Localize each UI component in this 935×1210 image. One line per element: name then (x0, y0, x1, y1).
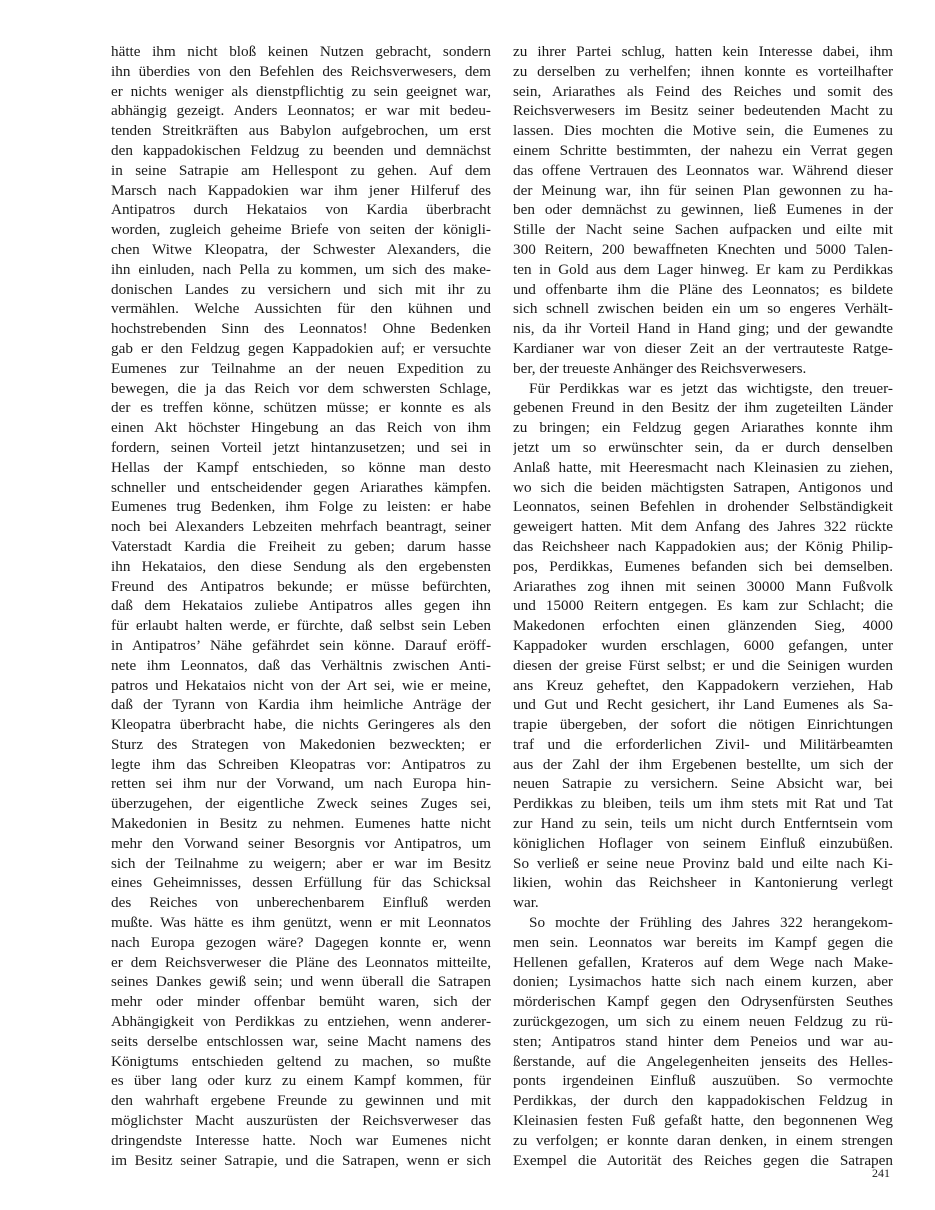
text-line: tenden Streitkräften aus Babylon aufgebrochen, um erst (111, 122, 491, 140)
text-line: aus der Zahl der ihm Ergebenen bestellte, um sich der (513, 755, 893, 773)
text-line: dringendste Interesse hatte. Noch war Eumenes nicht (111, 1131, 491, 1149)
left-text-column (111, 42, 491, 1170)
text-line: Leonnatos, seinen Befehlen in drohender Selbständigkeit (513, 498, 893, 516)
text-line: des Reiches von unberechenbarem Einfluß werden (111, 894, 491, 912)
text-line: retten sei ihm nur der Vorwand, um nach Europa hin- (111, 775, 491, 793)
text-line: Anlaß hatte, mit Heeresmacht nach Kleinasien zu ziehen, (513, 458, 893, 476)
text-line: überzugehen, der eigentliche Zweck seines Zuges sei, (111, 795, 491, 813)
text-line: Freund des Antipatros bekunde; er müsse befürchten, (111, 577, 491, 595)
text-line: men sein. Leonnatos war bereits im Kampf gegen die (513, 933, 893, 951)
text-line: eines Geheimnisses, dessen Erfüllung für das Schicksal (111, 874, 491, 892)
text-line: ans Kreuz geheftet, den Kappadokern verziehen, Hab (513, 676, 893, 694)
text-line: der Meinung war, ihn für seinen Plan gewonnen zu ha- (513, 181, 893, 199)
text-line: legte ihm das Schreiben Kleopatras vor: Antipatros zu (111, 755, 491, 773)
text-line: sich der Teilnahme zu weigern; aber er war im Besitz (111, 854, 491, 872)
text-line: es über lang oder kurz zu einem Kampf kommen, für (111, 1072, 491, 1090)
text-line: zu bringen; ein Feldzug gegen Ariarathes konnte ihm (513, 419, 893, 437)
text-line: mehr den Vorwand seiner Besorgnis vor Antipatros, um (111, 834, 491, 852)
text-line: Für Perdikkas war es jetzt das wichtigste, den treuer- (529, 379, 893, 397)
text-line: Ariarathes zog ihnen mit seinen 30000 Mann Fußvolk (513, 577, 893, 595)
text-line: Hellenen gefallen, Krateros auf dem Wege nach Make- (513, 953, 893, 971)
text-line: Kardianer war von dieser Zeit an der vertrauteste Ratge- (513, 339, 893, 357)
text-line: ponts irgendeinen Einfluß auszuüben. So vermochte (513, 1072, 893, 1090)
text-line: ihn einluden, nach Pella zu kommen, um sich des make- (111, 260, 491, 278)
text-line: 300 Reitern, 200 bewaffneten Knechten und 5000 Talen- (513, 240, 893, 258)
text-line: in seine Satrapie am Hellespont zu gehen. Auf dem (111, 161, 491, 179)
text-line: zu ihrer Partei schlug, hatten kein Interesse dabei, ihm (513, 43, 893, 60)
right-text-column (513, 42, 893, 1170)
text-line: Perdikkas, der durch den kappadokischen Feldzug in (513, 1092, 893, 1110)
text-line: Vaterstadt Kardia die Freiheit zu geben; darum hasse (111, 537, 491, 555)
text-line: zu derselben zu verhelfen; ihnen konnte es vorteilhafter (513, 62, 893, 80)
text-line: Kleopatra überbracht habe, die nichts Geringeres als den (111, 716, 491, 734)
text-line: Sturz des Strategen von Makedonien bezweckten; er (111, 735, 491, 753)
text-line: Exempel die Autorität des Reiches gegen die Satrapen (513, 1151, 893, 1169)
text-line: ihn überdies von den Befehlen des Reichsverwesers, dem (111, 62, 491, 80)
text-line: donischen Landes zu versichern und sich mit ihr zu (111, 280, 491, 298)
text-line: worden, zugleich geheime Briefe von seiten der königli- (111, 221, 491, 239)
text-line: er dem Reichsverweser die Pläne des Leonnatos mitteilte, (111, 953, 491, 971)
text-line: chen Witwe Kleopatra, der Schwester Alexanders, die (111, 240, 491, 258)
text-line: den kappadokischen Feldzug zu beenden und demnächst (111, 141, 491, 159)
text-line: jetzt um so erwünschter sein, da er durch denselben (513, 438, 893, 456)
text-line: daß dem Hekataios zuliebe Antipatros alles gegen ihn (111, 597, 491, 615)
text-line: nete ihm Leonnatos, daß das Verhältnis zwischen Anti- (111, 656, 491, 674)
text-line: ber, der treueste Anhänger des Reichsverwesers. (513, 359, 807, 377)
text-line: vermählen. Welche Aussichten für den kühnen und (111, 300, 491, 318)
text-line: das Reichsheer nach Kappadokien aus; der König Philip- (513, 537, 893, 555)
text-line: trapie übergeben, der sofort die nötigen Einrichtungen (513, 716, 893, 734)
text-line: patros und Hekataios nicht von der Art sei, wie er meine, (111, 676, 491, 694)
text-line: Kleinasien festen Fuß gefaßt hatte, den begonnenen Weg (513, 1112, 893, 1130)
text-line: sich schnell zwischen beiden ein um so engeres Verhält- (513, 300, 893, 318)
text-line: königlichen Hoflager von seinem Einfluß einzubüßen. (513, 834, 893, 852)
text-line: Hellas der Kampf entschieden, so könne man desto (111, 458, 491, 476)
text-line: er nichts weniger als dienstpflichtig zu sein geeignet war, (111, 82, 491, 100)
text-line: daß der Tyrann von Kardia ihm heimliche Anträge der (111, 696, 491, 714)
text-line: Perdikkas zu bleiben, teils um ihm stets mit Rat und Tat (513, 795, 893, 813)
text-line: bewegen, die ja das Reich vor dem schwersten Schlage, (111, 379, 491, 397)
page-number: 241 (872, 1166, 890, 1180)
text-line: Reichsverwesers im Besitz seiner bedeutenden Macht zu (513, 102, 893, 120)
text-line: den wahrhaft ergebene Freunde zu gewinnen und mit (111, 1092, 491, 1110)
text-line: diesen der greise Fürst selbst; er und die Seinigen wurden (513, 656, 893, 674)
text-line: sein, Ariarathes als Feind des Reiches und somit des (513, 82, 893, 100)
text-line: schneller und entscheidender gegen Ariarathes kämpfen. (111, 478, 491, 496)
text-line: Kappadoker wurden erschlagen, 6000 gefangen, unter (513, 636, 893, 654)
text-line: traf und die erforderlichen Zivil- und Militärbeamten (513, 735, 893, 753)
text-line: wo sich die beiden mächtigsten Satrapen, Antigonos und (513, 478, 893, 496)
text-line: zurückgezogen, um sich zu einem neuen Feldzug zu rü- (513, 1013, 893, 1031)
text-line: mußte. Was hätte es ihm genützt, wenn er mit Leonnatos (111, 914, 491, 932)
text-line: noch bei Alexanders Lebzeiten mehrfach beantragt, seiner (111, 518, 491, 536)
text-line: Abhängigkeit von Perdikkas zu entziehen, wenn anderer- (111, 1013, 491, 1031)
text-line: einen Akt höchster Hingebung an das Reich von ihm (111, 419, 491, 437)
text-line: So verließ er seine neue Provinz bald und eilte nach Ki- (513, 854, 893, 872)
text-line: nis, da ihr Vorteil Hand in Hand ging; und der gewandte (513, 320, 893, 338)
text-line: für erlaubt halten werde, er fürchte, daß selbst sein Leben (111, 617, 491, 635)
text-line: sten; Antipatros stand hinter dem Peneios und war au- (513, 1032, 893, 1050)
text-line: Makedonien in Besitz zu nehmen. Eumenes hatte nicht (111, 815, 491, 833)
text-line: hochstrebenden Sinn des Leonnatos! Ohne Bedenken (111, 320, 491, 338)
text-line: donien; Lysimachos hatte sich nach einem kurzen, aber (513, 973, 893, 991)
text-line: möglichster Macht auszurüsten der Reichsverweser das (111, 1112, 491, 1130)
text-line: gebenen Freund in den Besitz der ihm zugeteilten Länder (513, 399, 893, 417)
text-line: hätte ihm nicht bloß keinen Nutzen gebracht, sondern (111, 43, 491, 60)
text-line: ßerstande, auf die Angelegenheiten jenseits des Helles- (513, 1052, 893, 1070)
text-line: likien, wohin das Reichsheer in Kantonierung verlegt (513, 874, 893, 892)
text-line: das offene Vertrauen des Leonnatos war. Während dieser (513, 161, 893, 179)
text-line: und offenbarte ihm die Pläne des Leonnatos; es bildete (513, 280, 893, 298)
text-line: war. (513, 894, 539, 912)
text-line: pos, Perdikkas, Eumenes befanden sich bei demselben. (513, 557, 893, 575)
text-line: Antipatros durch Hekataios von Kardia überbracht (111, 201, 491, 219)
text-line: der es treffen könne, schützen müsse; er konnte es als (111, 399, 491, 417)
text-line: Marsch nach Kappadokien war ihm jener Hilferuf des (111, 181, 491, 199)
text-line: Königtums entschieden geltend zu machen, so mußte (111, 1052, 491, 1070)
text-line: lassen. Dies mochten die Motive sein, die Eumenes zu (513, 122, 893, 140)
text-line: seines Dankes gewiß sein; und wenn überall die Satrapen (111, 973, 491, 991)
text-line: Stille der Nacht seine Sachen aufpacken und eilte mit (513, 221, 893, 239)
text-line: im Besitz seiner Satrapie, und die Satrapen, wenn er sich (111, 1151, 491, 1169)
text-line: zu verfolgen; er konnte daran denken, in einem strengen (513, 1131, 893, 1149)
text-line: neuen Satrapie zu versichern. Seine Absicht war, bei (513, 775, 893, 793)
text-line: zur Hand zu sein, teils um nicht durch Entferntsein vom (513, 815, 893, 833)
text-line: mehr oder minder offenbar bemüht waren, sich der (111, 993, 491, 1011)
text-line: in Antipatros’ Nähe gefährdet sein könne. Darauf eröff- (111, 636, 491, 654)
text-line: Eumenes trug Bedenken, ihm Folge zu leisten: er habe (111, 498, 491, 516)
text-line: einem Schritte bestimmten, der nahezu ein Verrat gegen (513, 141, 893, 159)
text-line: und 15000 Reitern entgegen. Es kam zur Schlacht; die (513, 597, 893, 615)
text-line: mörderischen Kampf gegen den Odrysenfürsten Seuthes (513, 993, 893, 1011)
text-line: ten in Gold aus dem Lager hinweg. Er kam zu Perdikkas (513, 260, 893, 278)
text-line: seits derselbe entschlossen war, seine Macht namens des (111, 1032, 491, 1050)
text-line: ihn Hekataios, den diese Sendung als den ergebensten (111, 557, 491, 575)
text-line: So mochte der Frühling des Jahres 322 herangekom- (529, 914, 893, 932)
text-line: ben oder demnächst zu gewinnen, ließ Eumenes in der (513, 201, 893, 219)
text-line: Makedonen erfochten einen glänzenden Sieg, 4000 (513, 617, 893, 635)
text-line: und Gut und Recht gesichert, ihr Land Eumenes als Sa- (513, 696, 893, 714)
text-line: fordern, seinen Vorteil jetzt hintanzusetzen; und sei in (111, 438, 491, 456)
text-line: Eumenes zur Teilnahme an der neuen Expedition zu (111, 359, 491, 377)
text-line: gab er den Feldzug gegen Kappadokien auf; er versuchte (111, 339, 491, 357)
text-line: nach Europa gezogen wäre? Dagegen konnte er, wenn (111, 933, 491, 951)
text-line: abhängig gezeigt. Anders Leonnatos; er war mit bedeu- (111, 102, 491, 120)
text-line: geweigert hatten. Mit dem Anfang des Jahres 322 rückte (513, 518, 893, 536)
